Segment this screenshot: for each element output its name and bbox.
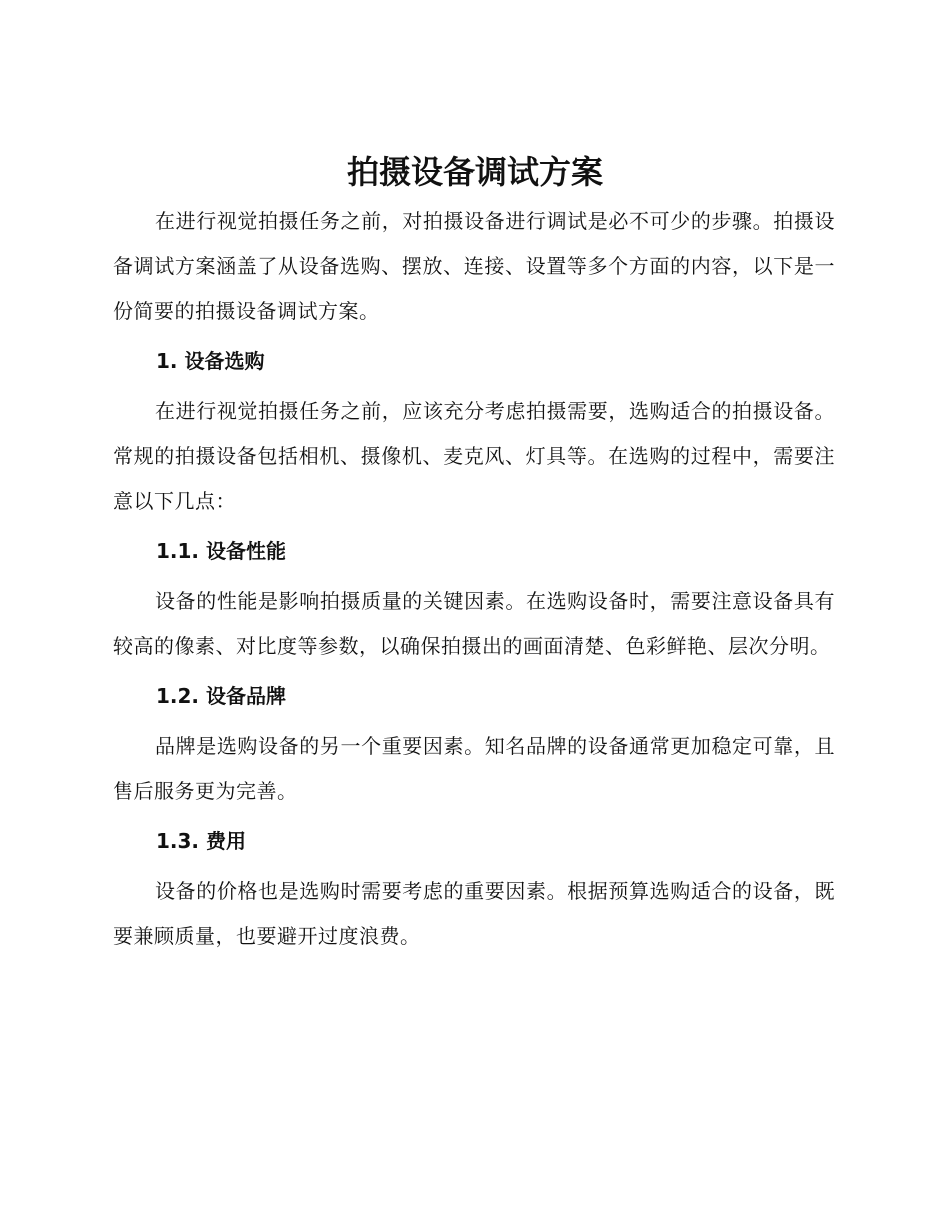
section-heading-cost: 1.3. 费用: [156, 829, 246, 853]
section-heading-device-performance: 1.1. 设备性能: [156, 539, 286, 563]
intro-paragraph: 在进行视觉拍摄任务之前，对拍摄设备进行调试是必不可少的步骤。拍摄设备调试方案涵盖了从设备选购、摆放、连接、设置等多个方面的内容，以下是一份简要的拍摄设备调试方案。: [113, 209, 835, 323]
section-heading-device-brand: 1.2. 设备品牌: [156, 684, 286, 708]
section-paragraph-cost: 设备的价格也是选购时需要考虑的重要因素。根据预算选购适合的设备，既要兼顾质量，也要避开过度浪费。: [113, 879, 835, 948]
document-title: 拍摄设备调试方案: [346, 153, 603, 191]
document-body: [113, 199, 835, 959]
section-paragraph-device-brand: 品牌是选购设备的另一个重要因素。知名品牌的设备通常更加稳定可靠，且售后服务更为完善。: [113, 734, 835, 803]
section-paragraph-device-performance: 设备的性能是影响拍摄质量的关键因素。在选购设备时，需要注意设备具有较高的像素、对比度等参数，以确保拍摄出的画面清楚、色彩鲜艳、层次分明。: [113, 589, 835, 658]
section-paragraph-device-purchase: 在进行视觉拍摄任务之前，应该充分考虑拍摄需要，选购适合的拍摄设备。常规的拍摄设备包括相机、摄像机、麦克风、灯具等。在选购的过程中，需要注意以下几点：: [113, 399, 835, 513]
section-heading-device-purchase: 1. 设备选购: [156, 349, 265, 373]
